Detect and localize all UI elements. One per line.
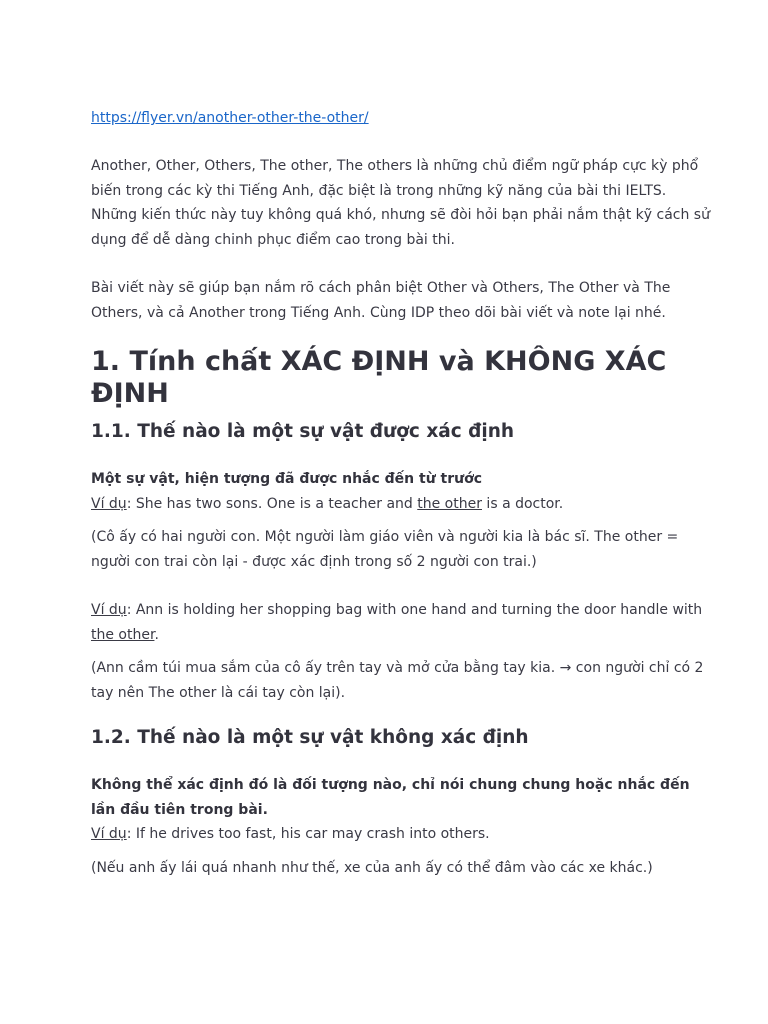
example-text: : Ann is holding her shopping bag with one hand and turning the door handle with [126, 602, 703, 618]
example-label: Ví dụ [91, 495, 127, 512]
document-page [91, 106, 711, 880]
source-link[interactable]: https://flyer.vn/another-other-the-other/ [91, 110, 369, 126]
example-highlight: the other [91, 626, 155, 643]
example-1-2-a [91, 822, 711, 847]
translation-1-1-a: (Cô ấy có hai người con. Một người làm giáo viên và người kia là bác sĩ. The other = người con trai còn lại - được xác định trong số 2 người con trai.) [91, 529, 679, 570]
example-1-1-a [91, 492, 711, 517]
section-1-heading: 1. Tính chất XÁC ĐỊNH và KHÔNG XÁC ĐỊNH [91, 346, 667, 409]
example-highlight: the other [417, 495, 482, 512]
subsection-1-1-bold-statement: Một sự vật, hiện tượng đã được nhắc đến từ trước [91, 471, 483, 487]
example-text: : If he drives too fast, his car may crash into others. [126, 826, 490, 842]
subsection-1-2-bold-statement: Không thể xác định đó là đối tượng nào, chỉ nói chung chung hoặc nhắc đến lần đầu tiên trong bài. [91, 777, 690, 818]
example-1-1-b [91, 598, 711, 647]
example-text-end: . [154, 626, 159, 643]
intro-paragraph-2: Bài viết này sẽ giúp bạn nắm rõ cách phân biệt Other và Others, The Other và The Others, và cả Another trong Tiếng Anh. Cùng IDP theo dõi bài viết và note lại nhé. [91, 280, 671, 321]
translation-1-2-a: (Nếu anh ấy lái quá nhanh như thế, xe của anh ấy có thể đâm vào các xe khác.) [91, 859, 653, 876]
example-text: : She has two sons. One is a teacher and [126, 495, 418, 512]
example-label: Ví dụ [91, 826, 127, 842]
subsection-1-2-heading: 1.2. Thế nào là một sự vật không xác định [91, 727, 529, 748]
translation-1-1-b: (Ann cầm túi mua sắm của cô ấy trên tay và mở cửa bằng tay kia. → con người chỉ có 2 tay nên The other là cái tay còn lại). [91, 660, 704, 701]
subsection-1-1-heading: 1.1. Thế nào là một sự vật được xác định [91, 421, 515, 442]
intro-paragraph-1: Another, Other, Others, The other, The others là những chủ điểm ngữ pháp cực kỳ phổ biến trong các kỳ thi Tiếng Anh, đặc biệt là trong những kỹ năng của bài thi IELTS. Những kiến thức này tuy không quá khó, nhưng sẽ đòi hỏi bạn phải nắm thật kỹ cách sử dụng để dễ dàng chinh phục điểm cao trong bài thi. [91, 158, 710, 248]
example-label: Ví dụ [91, 602, 127, 618]
example-text-end: is a doctor. [481, 495, 564, 512]
